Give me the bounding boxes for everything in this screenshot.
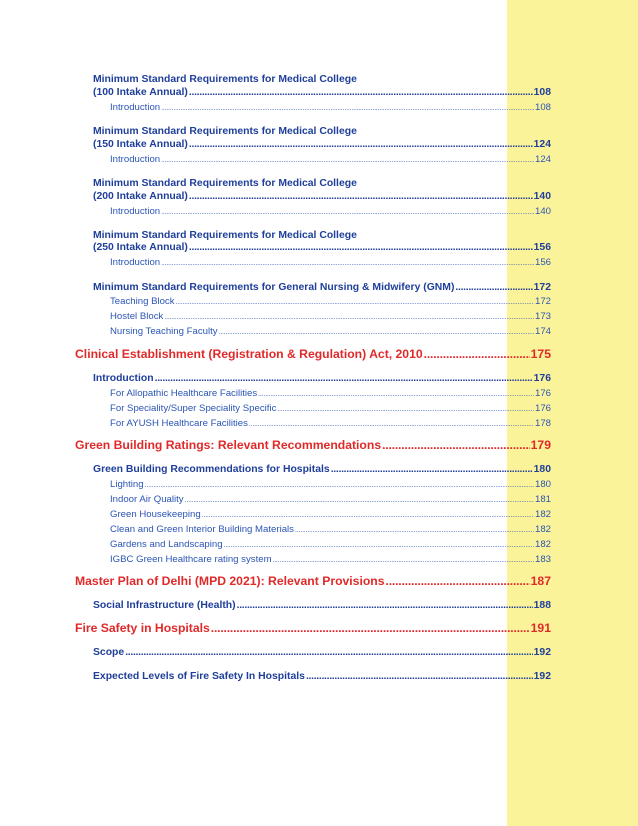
toc-chapter[interactable] [75, 347, 551, 361]
dot-leader [224, 542, 534, 549]
toc-entry-title: (200 Intake Annual) [93, 191, 188, 202]
toc-chapter[interactable] [75, 621, 551, 635]
toc-page-number: 140 [533, 191, 551, 202]
toc-subentry-title: Teaching Block [110, 296, 175, 307]
toc-subentry-title: Clean and Green Interior Building Materials [110, 524, 294, 535]
dot-leader [382, 438, 530, 452]
toc-subentry-title: IGBC Green Healthcare rating system [110, 554, 272, 565]
dot-leader [145, 482, 534, 489]
toc-subentry[interactable] [110, 154, 551, 165]
toc-subentry-title: Green Housekeeping [110, 509, 201, 520]
toc-entry-title-line: Minimum Standard Requirements for Medical College [93, 74, 357, 85]
dot-leader [258, 391, 534, 398]
toc-entry[interactable] [93, 282, 551, 293]
toc-entry-title: Expected Levels of Fire Safety In Hospitals [93, 671, 305, 682]
dot-leader [331, 464, 533, 475]
toc-chapter-title: Clinical Establishment (Registration & Regulation) Act, 2010 [75, 347, 423, 361]
toc-page-number: 156 [534, 257, 551, 268]
dot-leader [161, 157, 534, 164]
toc-page-number: 187 [530, 574, 551, 588]
toc-page-number: 192 [533, 671, 551, 682]
toc-entry[interactable] [93, 373, 551, 384]
toc-page-number: 188 [533, 600, 551, 611]
dot-leader [202, 512, 534, 519]
toc-chapter[interactable] [75, 574, 551, 588]
toc-subentry[interactable] [110, 102, 551, 113]
toc-chapter-title: Master Plan of Delhi (MPD 2021): Relevant Provisions [75, 574, 385, 588]
toc-subentry-title: Hostel Block [110, 311, 164, 322]
toc-page-number: 179 [530, 438, 551, 452]
toc-entry[interactable] [93, 464, 551, 475]
toc-subentry-title: Introduction [110, 206, 161, 217]
dot-leader [277, 406, 534, 413]
dot-leader [161, 260, 534, 267]
toc-page-number: 192 [533, 647, 551, 658]
dot-leader [219, 329, 534, 336]
dot-leader [306, 671, 533, 682]
toc-entry[interactable] [93, 671, 551, 682]
toc-entry[interactable] [93, 139, 551, 150]
toc-subentry-title: Introduction [110, 102, 161, 113]
toc-page-number: 176 [534, 403, 551, 414]
dot-leader [161, 209, 534, 216]
dot-leader [424, 347, 530, 361]
toc-chapter-title: Fire Safety in Hospitals [75, 621, 210, 635]
toc-page-number: 108 [533, 87, 551, 98]
toc-page-number: 124 [533, 139, 551, 150]
dot-leader [189, 139, 533, 150]
toc-entry-title: (250 Intake Annual) [93, 242, 188, 253]
toc-page-number: 174 [534, 326, 551, 337]
toc-entry[interactable] [93, 600, 551, 611]
toc-page-number: 183 [534, 554, 551, 565]
toc-entry-title: Introduction [93, 373, 154, 384]
toc-subentry-title: Introduction [110, 154, 161, 165]
toc-page-number: 176 [534, 388, 551, 399]
toc-entry-title-line: Minimum Standard Requirements for Medical College [93, 126, 357, 137]
toc-subentry[interactable] [110, 509, 551, 520]
dot-leader [125, 647, 532, 658]
toc-subentry-title: Introduction [110, 257, 161, 268]
toc-subentry[interactable] [110, 388, 551, 399]
toc-subentry[interactable] [110, 554, 551, 565]
toc-subentry-title: Lighting [110, 479, 144, 490]
toc-page-number: 180 [533, 464, 551, 475]
toc-entry[interactable] [93, 242, 551, 253]
toc-page-number: 175 [530, 347, 551, 361]
toc-page-number: 181 [534, 494, 551, 505]
dot-leader [273, 557, 534, 564]
toc-page-number: 108 [534, 102, 551, 113]
dot-leader [189, 191, 533, 202]
toc-page-number: 140 [534, 206, 551, 217]
dot-leader [155, 373, 533, 384]
toc-entry-title: Social Infrastructure (Health) [93, 600, 236, 611]
toc-page-number: 178 [534, 418, 551, 429]
toc-entry[interactable] [93, 647, 551, 658]
toc-subentry-title: For AYUSH Healthcare Facilities [110, 418, 248, 429]
toc-subentry[interactable] [110, 311, 551, 322]
toc-subentry-title: Nursing Teaching Faculty [110, 326, 218, 337]
toc-page-number: 124 [534, 154, 551, 165]
dot-leader [189, 87, 533, 98]
toc-page-number: 172 [533, 282, 551, 293]
dot-leader [249, 421, 534, 428]
toc-page-number: 173 [534, 311, 551, 322]
toc-subentry[interactable] [110, 403, 551, 414]
toc-subentry-title: Gardens and Landscaping [110, 539, 223, 550]
toc-subentry-title: For Allopathic Healthcare Facilities [110, 388, 258, 399]
toc-subentry[interactable] [110, 494, 551, 505]
toc-page-number: 191 [530, 621, 551, 635]
toc-chapter[interactable] [75, 438, 551, 452]
toc-entry-title-line: Minimum Standard Requirements for Medical College [93, 230, 357, 241]
dot-leader [185, 497, 534, 504]
toc-subentry-title: For Speciality/Super Speciality Specific [110, 403, 277, 414]
dot-leader [176, 299, 534, 306]
toc-subentry[interactable] [110, 206, 551, 217]
toc-entry-title: Scope [93, 647, 125, 658]
toc-page-number: 182 [534, 509, 551, 520]
dot-leader [161, 105, 534, 112]
toc-subentry[interactable] [110, 257, 551, 268]
toc-page-number: 156 [533, 242, 551, 253]
toc-entry-title: (150 Intake Annual) [93, 139, 188, 150]
toc-page-number: 172 [534, 296, 551, 307]
toc-entry-title-line: Minimum Standard Requirements for Medical College [93, 178, 357, 189]
toc-page-number: 182 [534, 539, 551, 550]
toc-page-number: 180 [534, 479, 551, 490]
toc-subentry[interactable] [110, 326, 551, 337]
dot-leader [211, 621, 530, 635]
toc-subentry[interactable] [110, 418, 551, 429]
toc-subentry[interactable] [110, 296, 551, 307]
dot-leader [164, 314, 534, 321]
toc-page-number: 176 [533, 373, 551, 384]
toc-subentry[interactable] [110, 539, 551, 550]
toc-entry[interactable] [93, 87, 551, 98]
dot-leader [189, 242, 533, 253]
toc-subentry[interactable] [110, 479, 551, 490]
dot-leader [237, 600, 533, 611]
toc-entry-title: Green Building Recommendations for Hospitals [93, 464, 330, 475]
toc-subentry[interactable] [110, 524, 551, 535]
toc-chapter-title: Green Building Ratings: Relevant Recommendations [75, 438, 382, 452]
toc-entry[interactable] [93, 191, 551, 202]
dot-leader [386, 574, 530, 588]
toc-entry-title: (100 Intake Annual) [93, 87, 188, 98]
toc-page-number: 182 [534, 524, 551, 535]
dot-leader [455, 282, 532, 293]
dot-leader [295, 527, 534, 534]
toc-subentry-title: Indoor Air Quality [110, 494, 184, 505]
toc-entry-title: Minimum Standard Requirements for General Nursing & Midwifery (GNM) [93, 282, 455, 293]
